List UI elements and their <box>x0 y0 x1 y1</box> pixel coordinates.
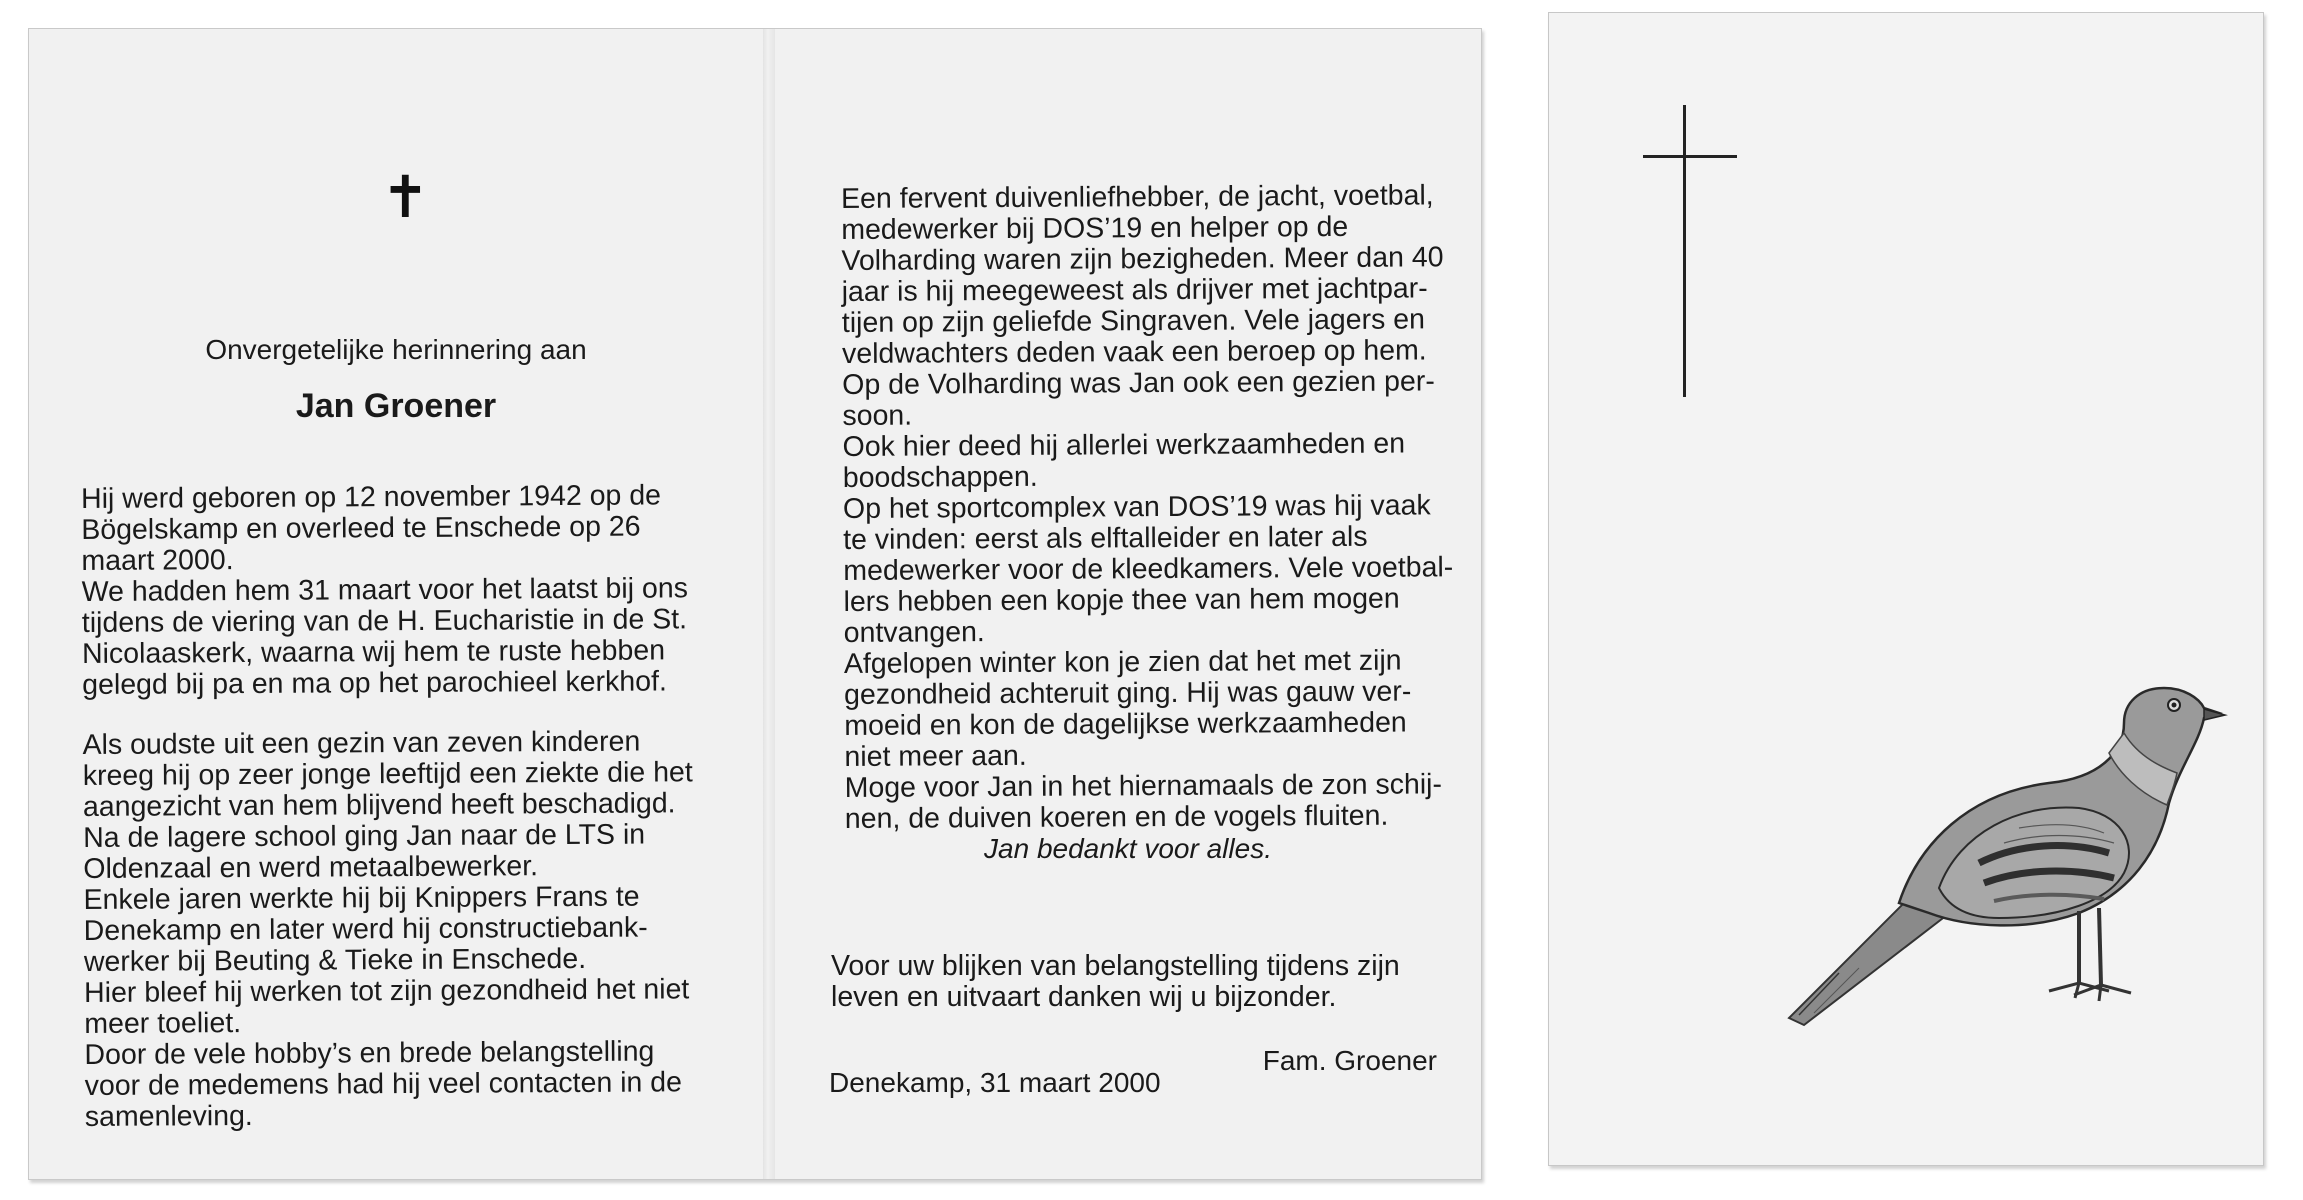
bio-line: tijdens de viering van de H. Eucharistie in de St. <box>81 603 688 639</box>
bio-line: Oldenzaal en werd metaalbewerker. <box>83 850 539 885</box>
bio-line: Door de vele hobby’s en brede belangstelling <box>84 1035 655 1071</box>
body-line: te vinden: eerst als elftalleider en later als <box>843 520 1368 556</box>
bio-line: Als oudste uit een gezin van zeven kinderen <box>82 725 641 761</box>
bio-line: kreeg hij op zeer jonge leeftijd een ziekte die het <box>82 756 693 792</box>
body-line: jaar is hij meegeweest als drijver met jachtpar- <box>841 272 1428 308</box>
hobbies-text <box>841 180 1467 835</box>
memorial-card-cover <box>1548 12 2264 1166</box>
cross-vertical-icon <box>1683 105 1686 397</box>
bio-line: samenleving. <box>84 1099 253 1133</box>
appreciation-text <box>831 951 1451 1013</box>
bio-line: gelegd bij pa en ma op het parochieel kerkhof. <box>82 665 667 701</box>
bio-line: maart 2000. <box>81 544 234 577</box>
appreciation-line: leven en uitvaart danken wij u bijzonder. <box>831 981 1337 1013</box>
middle-panel <box>775 29 1481 1179</box>
body-line: boodschappen. <box>842 460 1038 494</box>
bio-line: voor de medemens had hij veel contacten in de <box>84 1066 683 1102</box>
bio-line: Bögelskamp en overleed te Enschede op 26 <box>81 510 641 546</box>
body-line: niet meer aan. <box>844 739 1027 773</box>
body-line: soon. <box>842 399 913 432</box>
bio-line: Denekamp en later werd hij constructiebank- <box>83 911 648 947</box>
cross-icon: ✝ <box>381 165 430 230</box>
body-line: Moge voor Jan in het hiernamaals de zon schij- <box>844 768 1443 804</box>
bio-line: meer toeliet. <box>84 1007 242 1040</box>
appreciation-line: Voor uw blijken van belangstelling tijdens zijn <box>831 950 1400 982</box>
memorial-card-inside <box>28 28 1482 1180</box>
body-line: gezondheid achteruit ging. Hij was gauw ver- <box>844 675 1412 711</box>
bio-line: aangezicht van hem blijvend heeft beschadigd. <box>82 787 676 823</box>
bio-line: werker bij Beuting & Tieke in Enschede. <box>83 942 587 978</box>
body-line: lers hebben een kopje thee van hem mogen <box>843 582 1400 618</box>
body-line: tijen op zijn geliefde Singraven. Vele jagers en <box>841 303 1425 339</box>
bio-line: Enkele jaren werkte hij bij Knippers Frans te <box>83 880 640 916</box>
body-line: medewerker voor de kleedkamers. Vele voetbal- <box>843 551 1454 587</box>
body-line: Afgelopen winter kon je zien dat het met zijn <box>843 644 1402 680</box>
thanks-line: Jan bedankt voor alles. <box>984 833 1272 864</box>
intro-text: Onvergetelijke herinnering aan <box>205 334 587 365</box>
family-signature: Fam. Groener <box>1262 1045 1437 1076</box>
bio-line: Nicolaaskerk, waarna wij hem te ruste hebben <box>81 634 666 670</box>
deceased-name: Jan Groener <box>295 387 497 425</box>
body-line: Op het sportcomplex van DOS’19 was hij vaak <box>842 489 1431 525</box>
body-line: Een fervent duivenliefhebber, de jacht, voetbal, <box>840 179 1434 215</box>
body-line: Volharding waren zijn bezigheden. Meer dan 40 <box>841 241 1444 277</box>
body-line: ontvangen. <box>843 616 985 649</box>
bio-line: We hadden hem 31 maart voor het laatst bij ons <box>81 572 688 608</box>
body-line: medewerker bij DOS’19 en helper op de <box>841 210 1349 246</box>
body-line: nen, de duiven koeren en de vogels fluiten. <box>844 799 1389 835</box>
bio-line: Na de lagere school ging Jan naar de LTS in <box>83 818 646 854</box>
left-panel <box>29 29 763 1179</box>
biography-text <box>81 480 725 1133</box>
body-line: veldwachters deden vaak een beroep op hem. <box>841 334 1427 370</box>
card-fold <box>763 29 775 1179</box>
bio-line: Hier bleef hij werken tot zijn gezondheid het niet <box>84 973 690 1009</box>
place-date: Denekamp, 31 maart 2000 <box>829 1067 1161 1098</box>
bio-line: Hij werd geboren op 12 november 1942 op de <box>80 479 662 515</box>
body-line: moeid en kon de dagelijkse werkzaamheden <box>844 706 1407 742</box>
body-line: Op de Volharding was Jan ook een gezien per- <box>842 365 1435 401</box>
pigeon-icon <box>1779 673 2229 1043</box>
cross-horizontal-icon <box>1643 155 1737 158</box>
body-line: Ook hier deed hij allerlei werkzaamheden en <box>842 427 1406 463</box>
